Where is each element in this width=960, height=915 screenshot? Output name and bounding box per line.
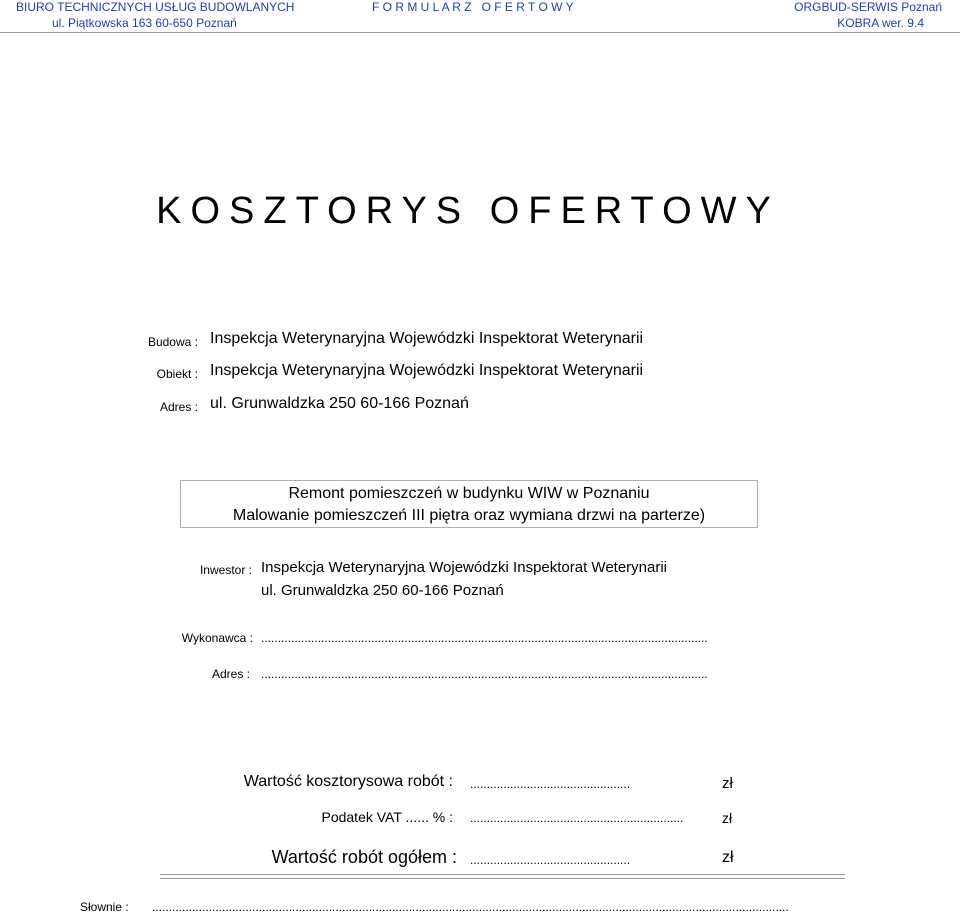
wykonawca-value: ......................................................................................................................................	[261, 631, 708, 645]
budowa-label: Budowa :	[147, 335, 198, 349]
cost-label: Wartość kosztorysowa robót :	[243, 773, 453, 790]
scope-box	[180, 480, 758, 528]
total-unit: zł	[722, 849, 734, 866]
adres-label: Adres :	[159, 400, 198, 414]
wykonawca-adres-label: Adres :	[211, 667, 250, 681]
company-name: BIURO TECHNICZNYCH USŁUG BUDOWLANYCH	[16, 0, 295, 14]
vendor-name: ORGBUD-SERWIS Poznań	[794, 0, 942, 14]
vat-label: Podatek VAT ...... % :	[321, 809, 453, 825]
total-value: ................................................	[470, 853, 631, 867]
wykonawca-adres-value: ......................................................................................................................................	[261, 667, 708, 681]
obiekt-label: Obiekt :	[156, 367, 198, 381]
adres-value: ul. Grunwaldzka 250 60-166 Poznań	[210, 395, 469, 412]
total-label: Wartość robót ogółem :	[271, 847, 457, 867]
obiekt-value: Inspekcja Weterynaryjna Wojewódzki Inspektorat Weterynarii	[210, 362, 644, 379]
cost-value: ................................................	[470, 777, 631, 791]
inwestor-address: ul. Grunwaldzka 250 60-166 Poznań	[261, 582, 504, 599]
software-version: KOBRA wer. 9.4	[837, 16, 924, 30]
summary-separator-bottom	[160, 878, 845, 879]
form-title: F O R M U L A R Z O F E R T O W Y	[372, 0, 574, 14]
scope-line-2: Malowanie pomieszczeń III piętra oraz wymiana drzwi na parterze)	[232, 507, 706, 524]
scope-line-1: Remont pomieszczeń w budynku WIW w Poznaniu	[288, 485, 650, 502]
slownie-label: Słownie :	[80, 900, 129, 914]
budowa-value: Inspekcja Weterynaryjna Wojewódzki Inspektorat Weterynarii	[210, 330, 644, 347]
page-title: KOSZTORYS OFERTOWY	[156, 190, 780, 232]
cost-unit: zł	[722, 775, 733, 792]
header-divider	[0, 32, 960, 33]
vat-unit: zł	[722, 810, 733, 826]
inwestor-label: Inwestor :	[199, 563, 252, 577]
slownie-value: ...............................................................................................................................................................................................	[152, 900, 789, 914]
vat-value: ................................................................	[470, 811, 684, 825]
wykonawca-label: Wykonawca :	[181, 631, 253, 645]
summary-separator-top	[160, 874, 845, 875]
inwestor-name: Inspekcja Weterynaryjna Wojewódzki Inspektorat Weterynarii	[261, 559, 668, 576]
company-address: ul. Piątkowska 163 60-650 Poznań	[52, 16, 237, 30]
